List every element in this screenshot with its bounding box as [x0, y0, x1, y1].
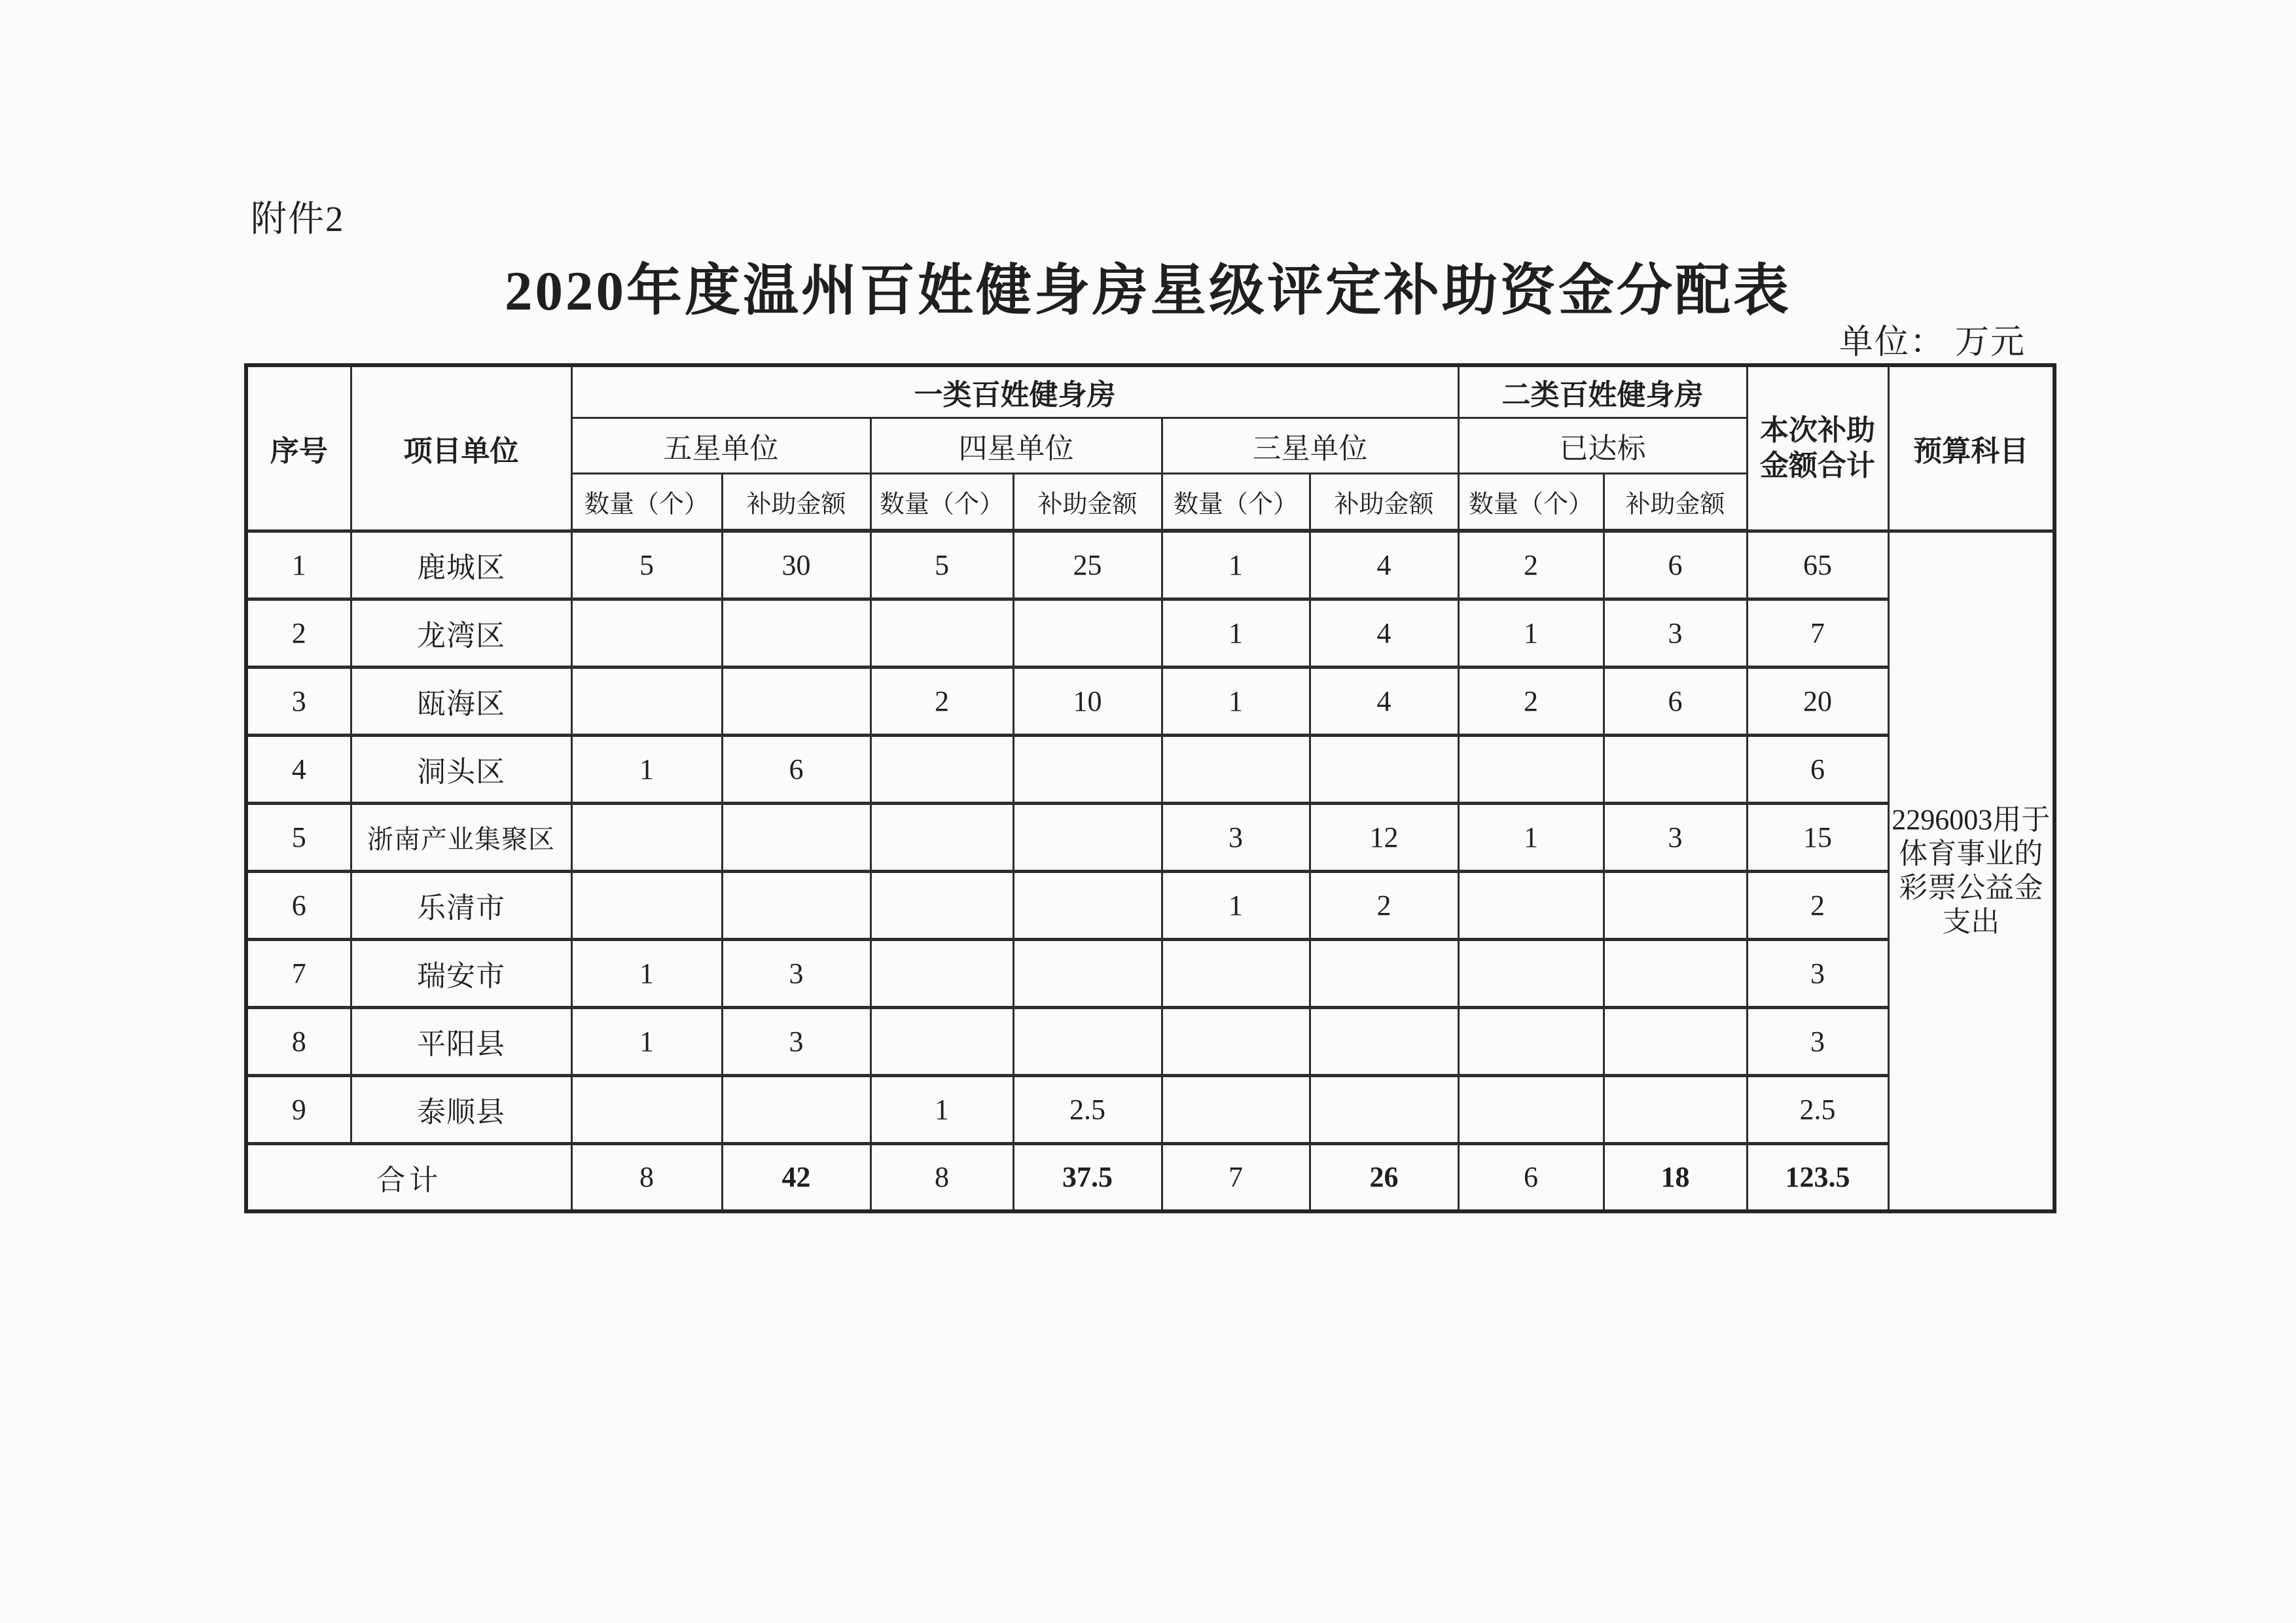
value-cell: 6: [1604, 667, 1747, 735]
row-subsidy-total: 7: [1747, 599, 1888, 667]
value-cell: 6: [1604, 531, 1747, 599]
value-cell: [1013, 871, 1162, 939]
value-cell: 1: [571, 939, 722, 1007]
header-amount-qualified: 补助金额: [1604, 473, 1747, 531]
total-subsidy-amount: 123.5: [1747, 1143, 1888, 1211]
header-subsidy-total-line2: 金额合计: [1760, 449, 1876, 482]
value-cell: 2: [870, 667, 1013, 735]
value-cell: [1162, 735, 1310, 803]
value-cell: 25: [1013, 531, 1162, 599]
value-cell: [1162, 939, 1310, 1007]
header-quantity-three-star: 数量（个）: [1162, 473, 1310, 531]
value-cell: [722, 667, 870, 735]
row-subsidy-total: 65: [1747, 531, 1888, 599]
budget-note: [1888, 531, 2054, 1211]
row-seq: 1: [246, 531, 351, 599]
row-seq: 9: [246, 1075, 351, 1143]
row-seq: 8: [246, 1007, 351, 1075]
value-cell: [571, 871, 722, 939]
value-cell: 3: [1604, 599, 1747, 667]
value-cell: [870, 939, 1013, 1007]
value-cell: 12: [1310, 803, 1458, 871]
row-subsidy-total: 6: [1747, 735, 1888, 803]
value-cell: [1604, 1075, 1747, 1143]
value-cell: [571, 803, 722, 871]
attachment-label: 附件2: [251, 199, 345, 239]
value-cell: [870, 1007, 1013, 1075]
total-value-cell: 26: [1310, 1143, 1458, 1211]
value-cell: [1458, 871, 1604, 939]
value-cell: 2.5: [1013, 1075, 1162, 1143]
value-cell: [722, 1075, 870, 1143]
value-cell: 1: [1162, 531, 1310, 599]
value-cell: [870, 803, 1013, 871]
value-cell: 1: [571, 735, 722, 803]
header-quantity-four-star: 数量（个）: [870, 473, 1013, 531]
table-row: [246, 735, 2054, 803]
total-value-cell: 18: [1604, 1143, 1747, 1211]
table-row: [246, 1007, 2054, 1075]
value-cell: 10: [1013, 667, 1162, 735]
value-cell: [1458, 1007, 1604, 1075]
value-cell: 4: [1310, 599, 1458, 667]
header-four-star: 四星单位: [870, 418, 1162, 473]
value-cell: 3: [722, 1007, 870, 1075]
value-cell: 6: [722, 735, 870, 803]
value-cell: 1: [571, 1007, 722, 1075]
header-row-1: [246, 365, 2054, 418]
value-cell: [1162, 1075, 1310, 1143]
header-five-star: 五星单位: [571, 418, 870, 473]
row-seq: 6: [246, 871, 351, 939]
budget-note-line: 彩票公益金: [1899, 871, 2043, 904]
total-value-cell: 6: [1458, 1143, 1604, 1211]
value-cell: [1604, 871, 1747, 939]
table-row: [246, 667, 2054, 735]
value-cell: 3: [1604, 803, 1747, 871]
table-row: [246, 871, 2054, 939]
row-seq: 5: [246, 803, 351, 871]
row-seq: 4: [246, 735, 351, 803]
project-unit-name: 浙南产业集聚区: [351, 803, 571, 871]
row-subsidy-total: 2.5: [1747, 1075, 1888, 1143]
header-amount-five-star: 补助金额: [722, 473, 870, 531]
value-cell: 4: [1310, 667, 1458, 735]
value-cell: [571, 1075, 722, 1143]
total-value-cell: 8: [571, 1143, 722, 1211]
value-cell: [1458, 1075, 1604, 1143]
header-amount-four-star: 补助金额: [1013, 473, 1162, 531]
header-quantity-five-star: 数量（个）: [571, 473, 722, 531]
total-value-cell: 42: [722, 1143, 870, 1211]
total-value-cell: 8: [870, 1143, 1013, 1211]
project-unit-name: 鹿城区: [351, 531, 571, 599]
table-row: [246, 803, 2054, 871]
value-cell: [571, 599, 722, 667]
budget-note-line: 2296003用于: [1892, 803, 2051, 836]
header-project-unit: 项目单位: [351, 365, 571, 531]
header-subsidy-total-line1: 本次补助: [1760, 414, 1876, 446]
value-cell: 2: [1310, 871, 1458, 939]
value-cell: [870, 599, 1013, 667]
value-cell: 1: [1458, 599, 1604, 667]
value-cell: [722, 871, 870, 939]
value-cell: [1162, 1007, 1310, 1075]
value-cell: [1604, 939, 1747, 1007]
value-cell: 2: [1458, 667, 1604, 735]
value-cell: [1310, 735, 1458, 803]
value-cell: 5: [571, 531, 722, 599]
total-value-cell: 37.5: [1013, 1143, 1162, 1211]
value-cell: [1013, 599, 1162, 667]
allocation-table: [244, 363, 2056, 1213]
project-unit-name: 瑞安市: [351, 939, 571, 1007]
total-value-cell: 7: [1162, 1143, 1310, 1211]
value-cell: [1310, 1075, 1458, 1143]
value-cell: 1: [1162, 599, 1310, 667]
value-cell: [1604, 735, 1747, 803]
value-cell: [1310, 939, 1458, 1007]
project-unit-name: 泰顺县: [351, 1075, 571, 1143]
value-cell: [1458, 939, 1604, 1007]
value-cell: 3: [722, 939, 870, 1007]
total-row: [246, 1143, 2054, 1211]
project-unit-name: 龙湾区: [351, 599, 571, 667]
value-cell: [1310, 1007, 1458, 1075]
table-row: [246, 599, 2054, 667]
value-cell: 1: [1162, 871, 1310, 939]
value-cell: [571, 667, 722, 735]
row-seq: 7: [246, 939, 351, 1007]
header-category2: 二类百姓健身房: [1458, 365, 1747, 418]
header-budget: 预算科目: [1888, 365, 2054, 531]
value-cell: [1013, 803, 1162, 871]
budget-note-line: 支出: [1942, 905, 2000, 938]
value-cell: 1: [1162, 667, 1310, 735]
project-unit-name: 洞头区: [351, 735, 571, 803]
value-cell: [1013, 939, 1162, 1007]
row-subsidy-total: 3: [1747, 939, 1888, 1007]
header-subsidy-total: [1747, 365, 1888, 531]
budget-note-line: 体育事业的: [1899, 837, 2043, 870]
value-cell: [1604, 1007, 1747, 1075]
value-cell: 4: [1310, 531, 1458, 599]
row-subsidy-total: 3: [1747, 1007, 1888, 1075]
project-unit-name: 平阳县: [351, 1007, 571, 1075]
row-subsidy-total: 2: [1747, 871, 1888, 939]
value-cell: 30: [722, 531, 870, 599]
table-row: [246, 531, 2054, 599]
row-subsidy-total: 15: [1747, 803, 1888, 871]
value-cell: [1013, 1007, 1162, 1075]
table-row: [246, 1075, 2054, 1143]
value-cell: 1: [1458, 803, 1604, 871]
value-cell: [1458, 735, 1604, 803]
row-subsidy-total: 20: [1747, 667, 1888, 735]
unit-note: 单位： 万元: [1839, 324, 2026, 361]
value-cell: [870, 735, 1013, 803]
value-cell: [1013, 735, 1162, 803]
value-cell: 2: [1458, 531, 1604, 599]
total-label: 合计: [246, 1143, 571, 1211]
value-cell: [722, 803, 870, 871]
header-three-star: 三星单位: [1162, 418, 1458, 473]
document-title: 2020年度温州百姓健身房星级评定补助资金分配表: [504, 260, 1791, 322]
value-cell: 5: [870, 531, 1013, 599]
header-quantity-qualified: 数量（个）: [1458, 473, 1604, 531]
value-cell: 1: [870, 1075, 1013, 1143]
value-cell: [870, 871, 1013, 939]
value-cell: 3: [1162, 803, 1310, 871]
project-unit-name: 乐清市: [351, 871, 571, 939]
row-seq: 2: [246, 599, 351, 667]
header-category1: 一类百姓健身房: [571, 365, 1458, 418]
table-row: [246, 939, 2054, 1007]
header-amount-three-star: 补助金额: [1310, 473, 1458, 531]
header-qualified: 已达标: [1458, 418, 1747, 473]
project-unit-name: 瓯海区: [351, 667, 571, 735]
value-cell: [722, 599, 870, 667]
header-seq: 序号: [246, 365, 351, 531]
row-seq: 3: [246, 667, 351, 735]
